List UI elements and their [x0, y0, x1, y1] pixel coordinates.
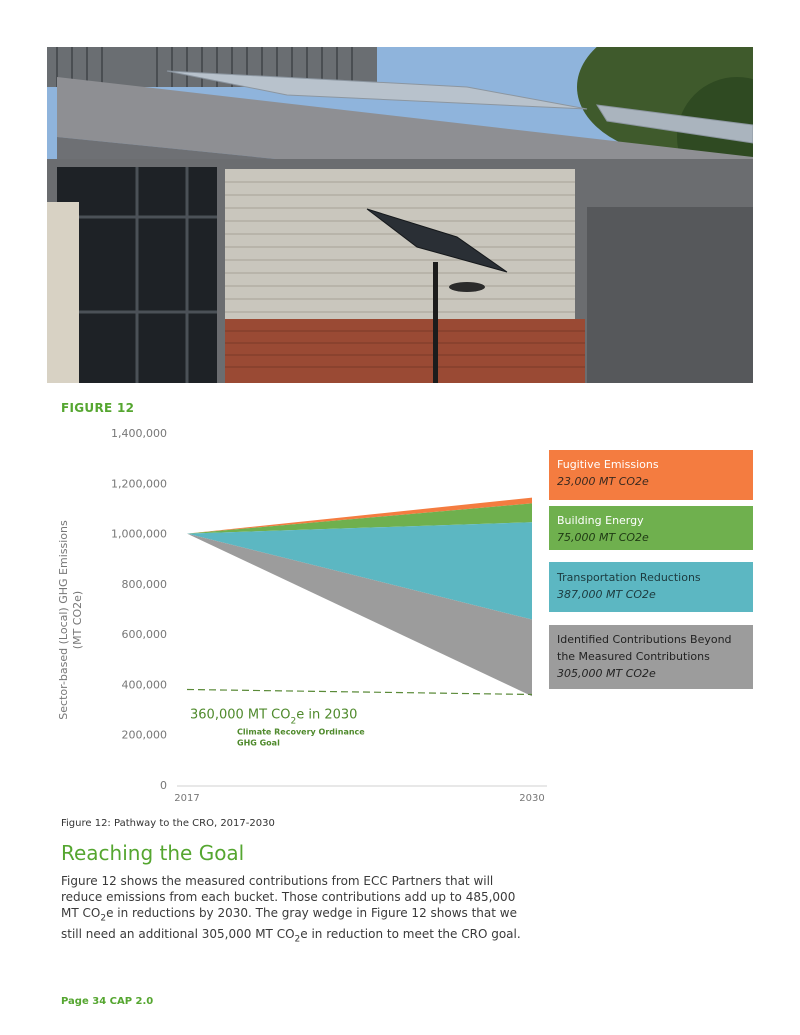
y-tick-label: 200,000 [121, 728, 167, 742]
y-tick-label: 600,000 [121, 628, 167, 642]
goal-sublabel-line1: Climate Recovery Ordinance [237, 727, 365, 737]
figure-caption: Figure 12: Pathway to the CRO, 2017-2030 [61, 818, 275, 829]
chart-svg [47, 420, 787, 812]
y-tick-label: 400,000 [121, 678, 167, 692]
photo-illustration [47, 47, 753, 383]
y-tick-label: 0 [160, 779, 167, 792]
legend-fugitive [549, 450, 753, 500]
legend-value: 23,000 MT CO2e [557, 475, 649, 488]
y-axis-label-line1: Sector-based (Local) GHG Emissions [57, 520, 70, 720]
legend-name: Building Energy [557, 514, 644, 527]
goal-dashed-line [187, 689, 532, 694]
legend-value: 305,000 MT CO2e [557, 667, 656, 680]
emissions-pathway-chart [47, 420, 787, 812]
y-tick-label: 1,200,000 [111, 477, 167, 491]
y-axis-label-line2: (MT CO2e) [71, 590, 84, 650]
goal-sublabel-line2: GHG Goal [237, 738, 280, 748]
section-heading: Reaching the Goal [61, 841, 245, 865]
legend-identified [549, 625, 753, 689]
building-solar-photo [47, 47, 753, 383]
legend-name: Fugitive Emissions [557, 458, 659, 471]
legend-name-line1: Identified Contributions Beyond [557, 633, 732, 646]
legend-value: 387,000 MT CO2e [557, 588, 656, 601]
figure-label: FIGURE 12 [61, 401, 135, 415]
goal-label: 360,000 MT $CO_2e$ in 2030 [190, 707, 358, 727]
legend-name: Transportation Reductions [557, 571, 701, 584]
legend-building [549, 506, 753, 550]
y-tick-label: 1,000,000 [111, 527, 167, 541]
legend-name-line2: the Measured Contributions [557, 650, 710, 663]
legend-box [549, 562, 753, 612]
x-tick-label: 2017 [174, 793, 200, 804]
legend-value: 75,000 MT CO2e [557, 531, 649, 544]
x-tick-label: 2030 [519, 793, 545, 804]
y-tick-label: 1,400,000 [111, 427, 167, 440]
legend-transportation [549, 562, 753, 612]
body-paragraph: Figure 12 shows the measured contributions from ECC Partners that will reduce emissions from each bucket. Those contributions add up to 485,000 MT $CO_2e$ in reductions by 2030. The gray wedge in Figure 12 shows that we still need an additional 305,000 MT $CO_2e$ in reduction to meet the CRO goal. [61, 874, 521, 945]
page-footer: Page 34 CAP 2.0 [61, 996, 154, 1007]
y-tick-label: 800,000 [121, 577, 167, 591]
